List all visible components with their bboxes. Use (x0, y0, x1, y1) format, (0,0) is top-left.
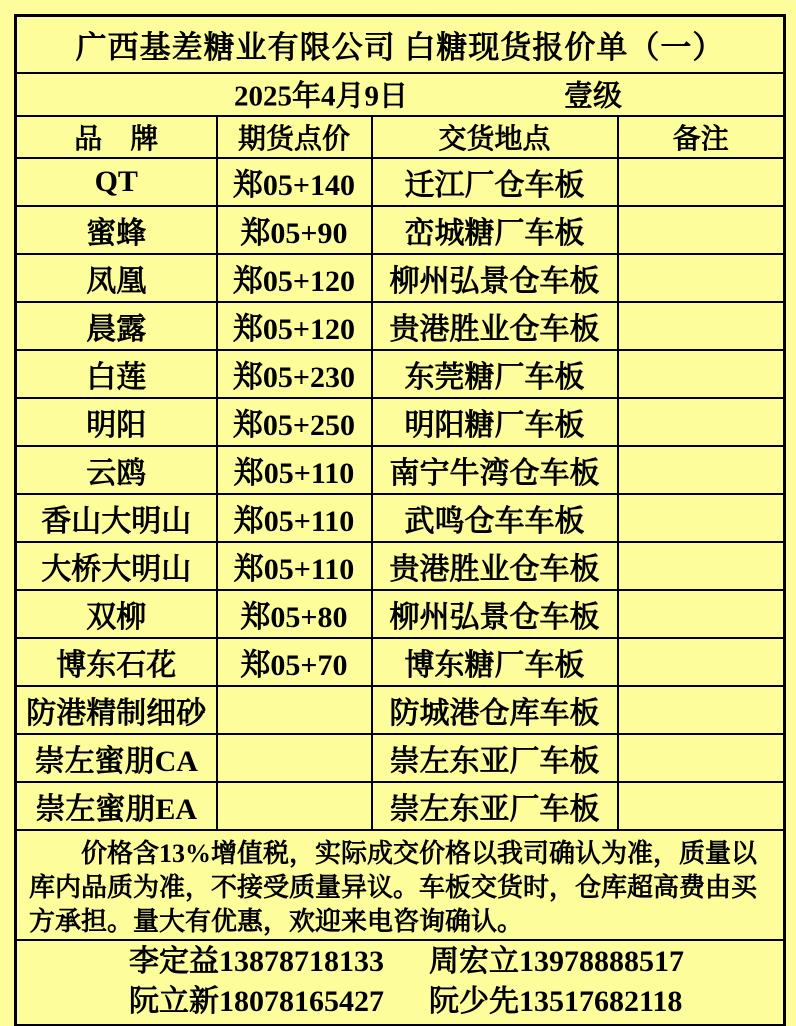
location-cell: 迁江厂仓车板 (372, 158, 618, 206)
note-cell (618, 590, 785, 638)
terms-notes: 价格含13%增值税，实际成交价格以我司确认为准，质量以库内品质为准，不接受质量异议。车板交货时，仓库超高费由买方承担。量大有优惠，欢迎来电咨询确认。 (16, 830, 785, 940)
col-header-brand: 品 牌 (16, 116, 217, 158)
table-row (16, 782, 785, 830)
brand-cell: 崇左蜜朋EA (16, 782, 217, 830)
brand-cell: 大桥大明山 (16, 542, 217, 590)
brand-cell: 晨露 (16, 302, 217, 350)
contact-line (129, 942, 783, 982)
price-cell (217, 782, 372, 830)
sheet-title: 广西基差糖业有限公司 白糖现货报价单（一） (16, 16, 785, 73)
note-cell (618, 350, 785, 398)
price-cell: 郑05+70 (217, 638, 372, 686)
price-cell: 郑05+230 (217, 350, 372, 398)
contact-line (129, 982, 783, 1022)
location-cell: 防城港仓库车板 (372, 686, 618, 734)
location-cell: 南宁牛湾仓车板 (372, 446, 618, 494)
note-cell (618, 446, 785, 494)
location-cell: 明阳糖厂车板 (372, 398, 618, 446)
location-cell: 贵港胜业仓车板 (372, 542, 618, 590)
table-row (16, 398, 785, 446)
location-cell: 柳州弘景仓车板 (372, 254, 618, 302)
location-cell: 武鸣仓车车板 (372, 494, 618, 542)
table-row (16, 686, 785, 734)
col-header-location: 交货地点 (372, 116, 618, 158)
brand-cell: 博东石花 (16, 638, 217, 686)
note-cell (618, 542, 785, 590)
location-cell: 东莞糖厂车板 (372, 350, 618, 398)
table-row (16, 734, 785, 782)
table-row (16, 638, 785, 686)
brand-cell: 崇左蜜朋CA (16, 734, 217, 782)
quote-table (14, 14, 786, 1026)
note-cell (618, 686, 785, 734)
location-cell: 柳州弘景仓车板 (372, 590, 618, 638)
brand-cell: 蜜蜂 (16, 206, 217, 254)
brand-cell: 香山大明山 (16, 494, 217, 542)
table-row (16, 590, 785, 638)
note-cell (618, 254, 785, 302)
brand-cell: 云鸥 (16, 446, 217, 494)
table-row (16, 446, 785, 494)
contacts-list (17, 942, 783, 1022)
brand-cell: 明阳 (16, 398, 217, 446)
note-cell (618, 206, 785, 254)
price-cell: 郑05+110 (217, 542, 372, 590)
table-row (16, 494, 785, 542)
location-cell: 贵港胜业仓车板 (372, 302, 618, 350)
price-cell (217, 734, 372, 782)
contact-entry: 阮立新18078165427 (129, 985, 384, 1019)
contact-entry: 李定益13878718133 (129, 945, 384, 979)
location-cell: 博东糖厂车板 (372, 638, 618, 686)
note-cell (618, 302, 785, 350)
quote-table-body (16, 16, 785, 830)
price-cell: 郑05+110 (217, 494, 372, 542)
brand-cell: 白莲 (16, 350, 217, 398)
location-cell: 崇左东亚厂车板 (372, 734, 618, 782)
contacts-block (16, 940, 785, 1026)
brand-cell: QT (16, 158, 217, 206)
note-cell (618, 782, 785, 830)
contact-entry: 阮少先13517682118 (429, 985, 683, 1019)
brand-cell: 凤凰 (16, 254, 217, 302)
price-cell: 郑05+120 (217, 254, 372, 302)
table-row (16, 206, 785, 254)
brand-cell: 防港精制细砂 (16, 686, 217, 734)
col-header-note: 备注 (618, 116, 785, 158)
sugar-grade: 壹级 (563, 80, 623, 113)
table-row (16, 254, 785, 302)
price-cell (217, 686, 372, 734)
note-cell (618, 494, 785, 542)
table-row (16, 350, 785, 398)
quote-date: 2025年4月9日 (233, 80, 409, 113)
location-cell: 崇左东亚厂车板 (372, 782, 618, 830)
date-grade-row (16, 73, 785, 116)
price-cell: 郑05+80 (217, 590, 372, 638)
contact-entry: 周宏立13978888517 (429, 945, 684, 979)
note-cell (618, 158, 785, 206)
price-cell: 郑05+140 (217, 158, 372, 206)
price-cell: 郑05+90 (217, 206, 372, 254)
col-header-price: 期货点价 (217, 116, 372, 158)
price-cell: 郑05+110 (217, 446, 372, 494)
note-cell (618, 734, 785, 782)
note-cell (618, 638, 785, 686)
location-cell: 峦城糖厂车板 (372, 206, 618, 254)
price-cell: 郑05+250 (217, 398, 372, 446)
table-row (16, 302, 785, 350)
table-row (16, 158, 785, 206)
price-cell: 郑05+120 (217, 302, 372, 350)
note-cell (618, 398, 785, 446)
table-row (16, 542, 785, 590)
brand-cell: 双柳 (16, 590, 217, 638)
